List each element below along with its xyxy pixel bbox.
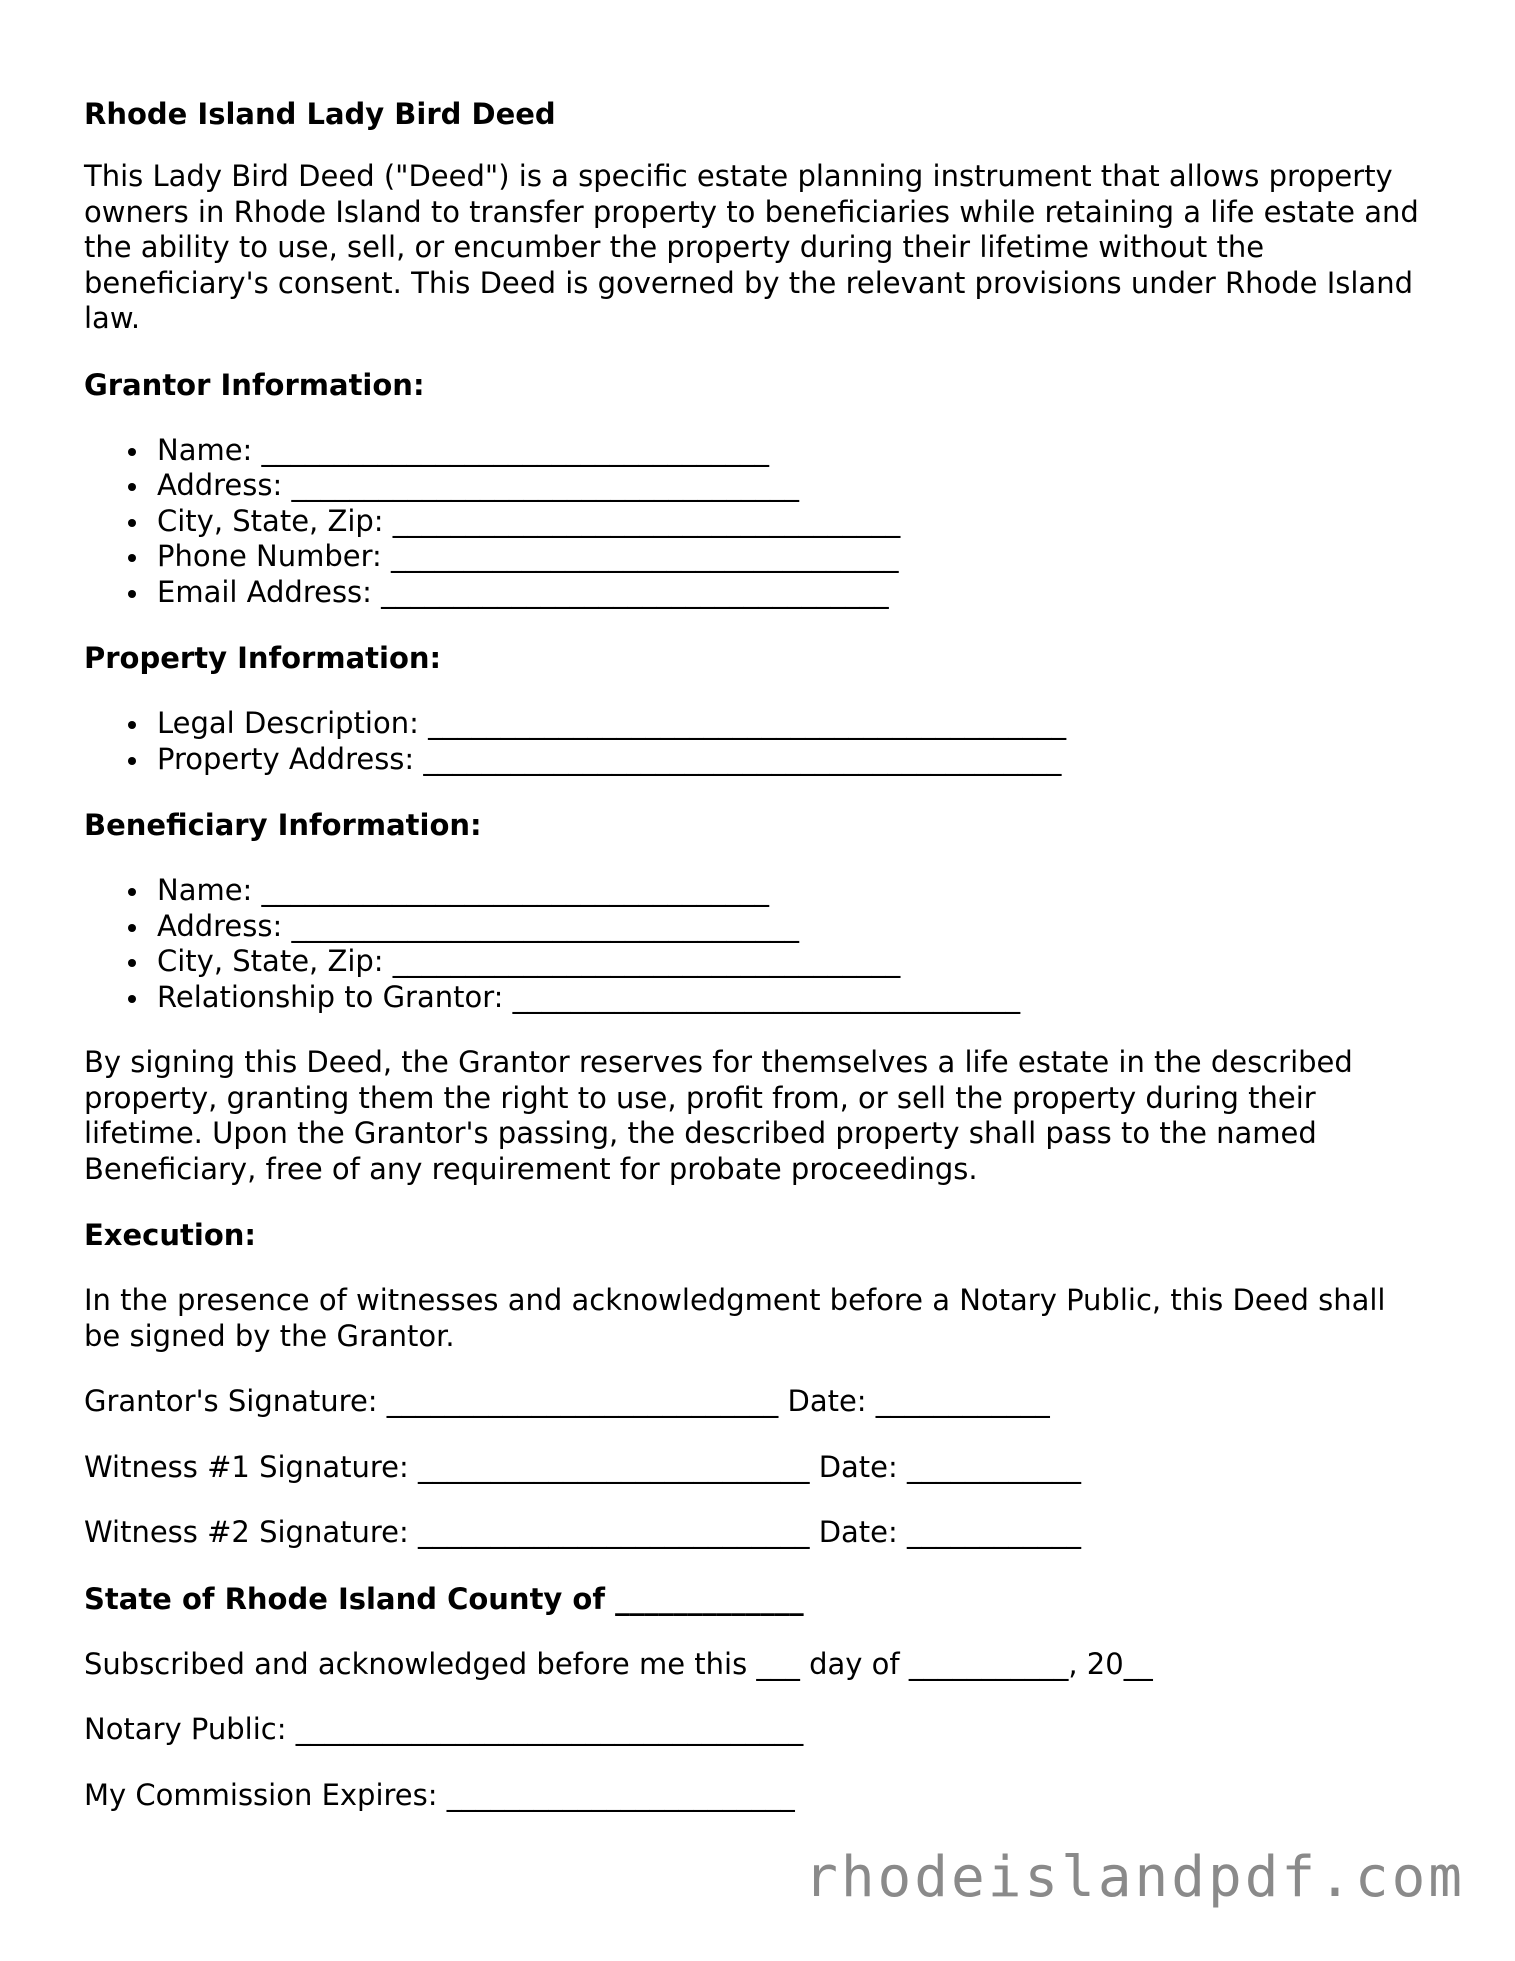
- grantor-address-field[interactable]: Address: ___________________________________: [84, 468, 1424, 504]
- reservation-paragraph: By signing this Deed, the Grantor reserves for themselves a life estate in the described property, granting them the right to use, profit from, or sell the property during their lifetime. Upon the Grantor's passing, the described property shall pass to the named Beneficiary, free of any requirement for probate proceedings.: [84, 1045, 1353, 1186]
- beneficiary-relationship-field[interactable]: Relationship to Grantor: ___________________________________: [84, 980, 1424, 1016]
- witness1-signature-line[interactable]: Witness #1 Signature: ___________________________ Date: ____________: [84, 1449, 1082, 1484]
- property-heading: Property Information:: [84, 641, 442, 675]
- execution-heading: Execution:: [84, 1218, 256, 1252]
- beneficiary-heading: Beneficiary Information:: [84, 808, 482, 842]
- beneficiary-fields: [84, 873, 1424, 1015]
- grantor-signature-line[interactable]: Grantor's Signature: ___________________________ Date: ____________: [84, 1384, 1050, 1418]
- notary-public-line[interactable]: Notary Public: ___________________________________: [84, 1712, 804, 1746]
- property-fields: [84, 706, 1424, 777]
- document-title: Rhode Island Lady Bird Deed: [84, 97, 556, 131]
- commission-expires-line[interactable]: My Commission Expires: ________________________: [84, 1777, 795, 1812]
- intro-paragraph: This Lady Bird Deed ("Deed") is a specific estate planning instrument that allows property owners in Rhode Island to transfer property to beneficiaries while retaining a life estate and the ability to use, sell, or encumber the property during their lifetime without the beneficiary's consent. This Deed is governed by the relevant provisions under Rhode Island law.: [84, 159, 1419, 335]
- grantor-phone-field[interactable]: Phone Number: ___________________________________: [84, 539, 1424, 575]
- beneficiary-city-state-zip-field[interactable]: City, State, Zip: ___________________________________: [84, 944, 1424, 980]
- legal-description-field[interactable]: Legal Description: ____________________________________________: [84, 706, 1424, 742]
- grantor-email-field[interactable]: Email Address: ___________________________________: [84, 575, 1424, 611]
- execution-paragraph: In the presence of witnesses and acknowledgment before a Notary Public, this Deed shall be signed by the Grantor.: [84, 1283, 1386, 1353]
- subscribed-line[interactable]: Subscribed and acknowledged before me this ___ day of ___________, 20__: [84, 1646, 1153, 1681]
- document-page: [84, 96, 1424, 1813]
- witness2-signature-line[interactable]: Witness #2 Signature: ___________________________ Date: ____________: [84, 1515, 1082, 1549]
- notary-heading[interactable]: State of Rhode Island County of _____________: [84, 1581, 804, 1616]
- grantor-city-state-zip-field[interactable]: City, State, Zip: ___________________________________: [84, 504, 1424, 540]
- property-address-field[interactable]: Property Address: ____________________________________________: [84, 742, 1424, 778]
- beneficiary-address-field[interactable]: Address: ___________________________________: [84, 909, 1424, 945]
- grantor-heading: Grantor Information:: [84, 367, 425, 402]
- beneficiary-name-field[interactable]: Name: ___________________________________: [84, 873, 1424, 909]
- grantor-name-field[interactable]: Name: ___________________________________: [84, 433, 1424, 469]
- watermark-text: rhodeislandpdf.com: [804, 1845, 1465, 1910]
- grantor-fields: [84, 433, 1424, 611]
